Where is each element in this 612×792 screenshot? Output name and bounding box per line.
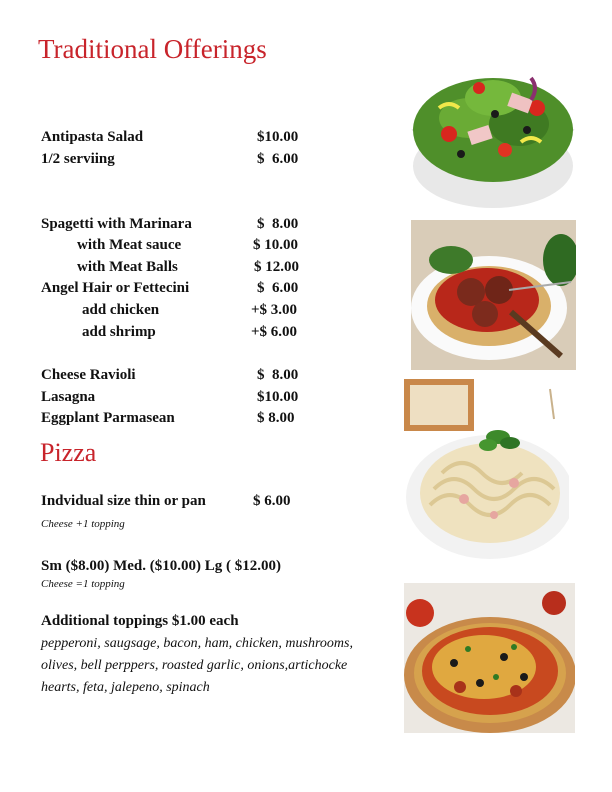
menu-item-name: Angel Hair or Fettecini	[41, 280, 190, 296]
menu-item-name: add chicken	[82, 302, 160, 318]
toppings-heading: Additional toppings $1.00 each	[41, 613, 239, 629]
pizza-sizes-note: Cheese =1 topping	[41, 578, 125, 590]
menu-item-price: $ 12.00	[254, 259, 299, 275]
menu-item-price: $10.00	[257, 389, 299, 405]
menu-item-price: $ 10.00	[253, 237, 298, 253]
menu-item-price: $10.00	[257, 129, 299, 145]
menu-item-name: with Meat sauce	[77, 237, 182, 253]
pizza-individual-name: Indvidual size thin or pan	[41, 493, 206, 509]
fettuccine-alfredo-photo	[404, 379, 569, 567]
menu-item-name: add shrimp	[82, 324, 156, 340]
pizza-photo	[404, 583, 575, 733]
section-title-pizza: Pizza	[40, 438, 97, 467]
menu-item-name: Eggplant Parmasean	[41, 410, 175, 426]
menu-item-price: +$ 6.00	[251, 324, 298, 340]
pizza-sizes: Sm ($8.00) Med. ($10.00) Lg ( $12.00)	[41, 558, 281, 574]
menu-item-price: $ 6.00	[257, 280, 299, 296]
menu-item-name: Cheese Ravioli	[41, 367, 136, 383]
menu-item-name: with Meat Balls	[77, 259, 178, 275]
menu-item-name: Lasagna	[41, 389, 96, 405]
menu-item-name: Spagetti with Marinara	[41, 216, 192, 232]
menu-item-price: $ 8.00	[257, 216, 299, 232]
spaghetti-meatballs-photo	[411, 220, 576, 370]
toppings-list: pepperoni, saugsage, bacon, ham, chicken, mushrooms, olives, bell perppers, roasted garlic, onions,artichocke hearts, feta, jalepeno, spinach	[41, 636, 353, 695]
menu-item-price: $ 8.00	[257, 410, 295, 426]
pizza-individual-note: Cheese +1 topping	[41, 518, 125, 530]
menu-item-name: Antipasta Salad	[41, 129, 144, 145]
menu-item-name: 1/2 serviing	[41, 151, 115, 167]
menu-item-price: $ 6.00	[257, 151, 299, 167]
section-title-traditional: Traditional Offerings	[38, 34, 267, 64]
pizza-individual-price: $ 6.00	[253, 493, 291, 509]
menu-item-price: $ 8.00	[257, 367, 299, 383]
menu-item-price: +$ 3.00	[251, 302, 298, 318]
salad-photo	[409, 38, 576, 218]
